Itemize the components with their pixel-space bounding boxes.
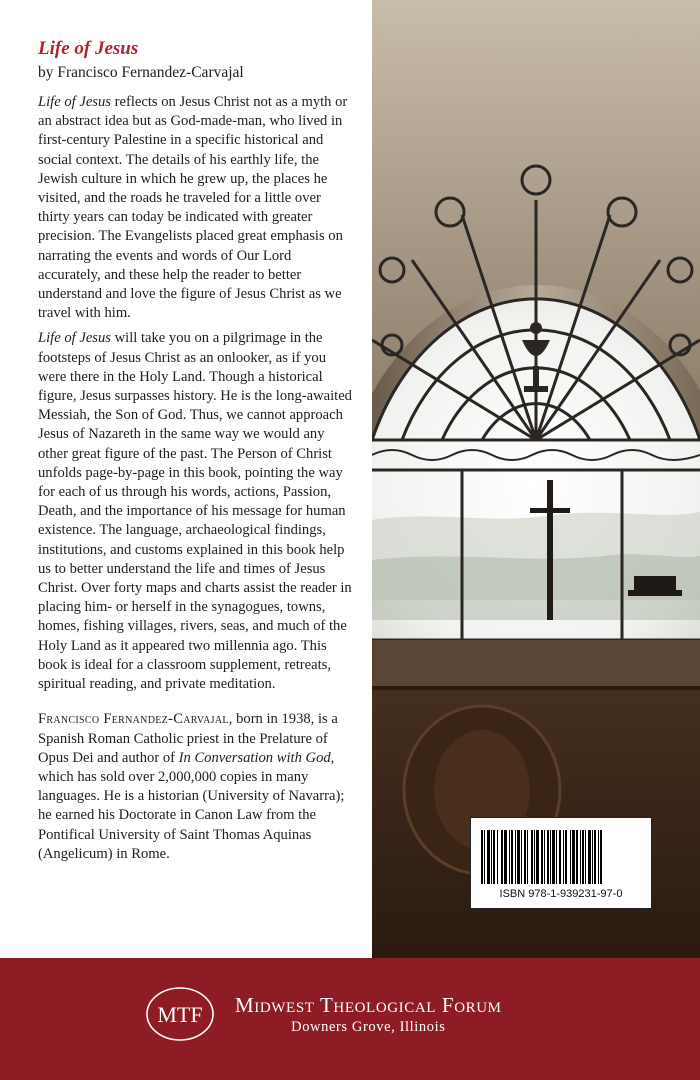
description-p2-text: will take you on a pilgrimage in the footsteps of Jesus Christ as an onlooker, as if you were there in the Holy Land. Though a historical figure, Jesus surpasses history. He is the long-awaited Messiah, the Son of God. Thus, we cannot approach Jesus of Nazareth in the same way we would any other great figure of the past. The Person of Christ unfolds page-by-page in this book, pointing the way for each of us through his words, actions, Passion, Death, and the importance of his message for human existence. The language, archaeological findings, institutions, and customs explained in this book help us to better understand the life and times of Jesus Christ. Over forty maps and charts assist the reader in placing him- or herself in the synagogues, towns, homes, fishing villages, rivers, seas, and much of the Holy Land as it appeared two millennia ago. This book is ideal for a classroom supplement, retreats, spiritual reading, and private meditation.: [38, 330, 352, 693]
barcode-bars: [481, 830, 641, 884]
publisher-text: [235, 993, 502, 1036]
logo-text: MTF: [157, 1002, 203, 1027]
description-p1-title: Life of Jesus: [38, 94, 111, 110]
book-title: Life of Jesus: [38, 38, 139, 59]
mtf-logo-icon: [145, 986, 215, 1042]
author-bio-text-1: , born in 1938, is a Spanish Roman Catholic priest in the Prelature of Opus Dei and author of: [38, 711, 338, 766]
publisher-block: [145, 986, 502, 1042]
back-cover-text: [0, 0, 372, 958]
author-work-title: In Conversation with God: [178, 749, 331, 766]
description-paragraph-2: [38, 329, 356, 694]
description-p2-title: Life of Jesus: [38, 330, 111, 347]
publisher-footer: [0, 958, 700, 1080]
description-paragraph-1: [38, 93, 356, 323]
isbn-number: ISBN 978-1-939231-97-0: [499, 888, 623, 900]
description-p1-text: reflects on Jesus Christ not as a myth or an abstract idea but as God-made-man, who lived in first-century Palestine in a specific historical and social context. The details of his earthly life, the Jewish culture in which he grew up, the places he visited, and the roads he traveled for a little over thirty years can today be indicated with greater precision. The Evangelists placed great emphasis on narrating the events and words of Our Lord accurately, and these help the reader to better understand and love the figure of Jesus Christ as we travel with him.: [38, 94, 348, 322]
publisher-location: Downers Grove, Illinois: [291, 1018, 446, 1035]
author-bio: [38, 710, 356, 864]
book-byline: by Francisco Fernandez-Carvajal: [38, 64, 244, 81]
isbn-barcode: [470, 817, 652, 909]
cover-photo-church-window: [372, 0, 700, 958]
author-bio-text-2: , which has sold over 2,000,000 copies in many languages. He is a historian (University of Navarra); he earned his Doctorate in Canon Law from the Pontifical University of Saint Thomas Aquinas (Angelicum) in Rome.: [38, 749, 345, 862]
church-window-illustration: [372, 0, 700, 958]
publisher-name: Midwest Theological Forum: [235, 992, 502, 1017]
author-name: Francisco Fernandez-Carvajal: [38, 711, 229, 728]
